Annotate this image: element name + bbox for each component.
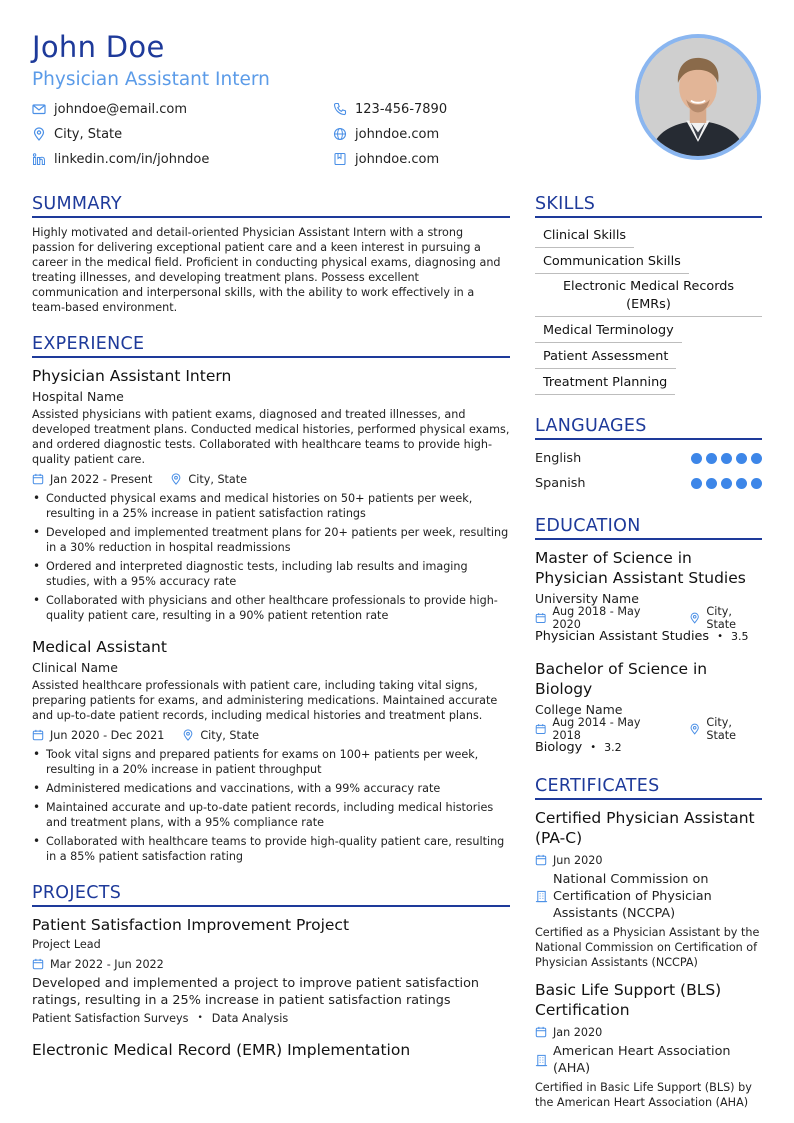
proficiency-dot — [721, 453, 732, 464]
linkedin-text: linkedin.com/in/johndoe — [54, 151, 210, 167]
job-dates: Jun 2020 - Dec 2021 — [50, 728, 165, 742]
school-name: University Name — [535, 591, 639, 606]
languages-heading: LANGUAGES — [535, 415, 762, 440]
proficiency-dots — [687, 478, 762, 489]
contact-linkedin[interactable] — [32, 150, 209, 168]
field-of-study: Biology — [535, 740, 583, 755]
proficiency-dot — [706, 478, 717, 489]
proficiency-dot — [751, 453, 762, 464]
proficiency-dot — [751, 478, 762, 489]
website-text: johndoe.com — [355, 126, 440, 142]
certificate-entry — [535, 808, 762, 970]
field-of-study: Physician Assistant Studies — [535, 629, 710, 644]
contact-portfolio[interactable] — [333, 150, 439, 168]
job-description: Assisted physicians with patient exams, diagnosed and treated illnesses, and developed treatment plans. Conducted medical histories, performed physical exams, and ordered diagnostic tests. Collaborated with healthcare teams to provide high-quality patient care. — [32, 408, 510, 466]
bookmark-icon — [333, 152, 347, 166]
education-meta — [535, 605, 762, 631]
degree-title: Bachelor of Science in Biology — [535, 660, 708, 698]
proficiency-dot — [706, 453, 717, 464]
right-column — [535, 193, 762, 1110]
tag-separator: • — [197, 1013, 203, 1023]
job-location: City, State — [188, 472, 248, 486]
proficiency-dot — [736, 453, 747, 464]
project-dates: Mar 2022 - Jun 2022 — [50, 957, 164, 971]
summary-heading: SUMMARY — [32, 193, 510, 218]
certificate-issuer-row — [535, 871, 762, 922]
certificate-title: Basic Life Support (BLS) Certification — [535, 981, 722, 1019]
experience-entry — [32, 366, 510, 623]
location-pin-icon — [689, 723, 700, 735]
field-gpa — [535, 629, 762, 644]
education-heading: EDUCATION — [535, 515, 762, 540]
skill-tag: Electronic Medical Records (EMRs) — [535, 276, 762, 317]
education-entry — [535, 548, 762, 644]
contact-email[interactable] — [32, 100, 187, 118]
summary-text: Highly motivated and detail-oriented Physician Assistant Intern with a strong passion for delivering exceptional patient care and a keen interest in pursuing a career in the medical field. Proficient in conducting physical exams, diagnosing and treating illnesses, and developing treatment plans. Possess excellent communication and interpersonal skills, with the ability to work effectively in a team-based environment. — [32, 226, 501, 314]
certificate-date-row — [535, 1024, 762, 1040]
skill-tag: Patient Assessment — [535, 346, 676, 369]
project-description: Developed and implemented a project to improve patient satisfaction ratings, resulting in a 25% increase in patient satisfaction ratings — [32, 976, 480, 1008]
person-portrait-icon — [639, 38, 757, 156]
proficiency-dot — [721, 478, 732, 489]
skills-heading: SKILLS — [535, 193, 762, 218]
calendar-icon — [535, 612, 546, 624]
experience-entry — [32, 637, 510, 864]
gpa-value: 3.5 — [730, 630, 749, 643]
proficiency-dot — [691, 478, 702, 489]
job-org: Clinical Name — [32, 660, 118, 675]
list-item: • Developed and implemented treatment plans for 20+ patients per week, resulting in a 30% reduction in hospital readmissions — [32, 525, 510, 555]
experience-heading: EXPERIENCE — [32, 333, 510, 358]
building-icon — [535, 1054, 548, 1067]
certificate-date: Jan 2020 — [553, 1025, 603, 1039]
building-icon — [535, 890, 548, 903]
job-dates: Jan 2022 - Present — [50, 472, 153, 486]
certificate-date-row — [535, 852, 762, 868]
proficiency-dots — [687, 453, 762, 464]
project-tag: Data Analysis — [211, 1012, 289, 1025]
projects-heading: PROJECTS — [32, 882, 510, 907]
school-name: College Name — [535, 702, 623, 717]
location-pin-icon — [32, 127, 46, 141]
education-entry — [535, 659, 762, 755]
calendar-icon — [32, 729, 44, 741]
list-item: • Collaborated with physicians and other healthcare professionals to provide high-quality patient care, resulting in a 90% patient retention rate — [32, 593, 510, 623]
education-location: City, State — [706, 716, 737, 742]
certificate-description: Certified as a Physician Assistant by the National Commission on Certification of Physician Assistants (NCCPA) — [535, 926, 760, 969]
phone-icon — [333, 102, 347, 116]
certificate-title: Certified Physician Assistant (PA-C) — [535, 809, 755, 847]
list-item: • Conducted physical exams and medical histories on 50+ patients per week, resulting in a 25% increase in patient satisfaction ratings — [32, 491, 510, 521]
certificate-issuer-row — [535, 1043, 762, 1077]
list-item: • Took vital signs and prepared patients for exams on 100+ patients per week, resulting in a 20% increase in patient throughput — [32, 747, 510, 777]
project-meta — [32, 956, 510, 972]
project-entry — [32, 915, 510, 1026]
certificate-description: Certified in Basic Life Support (BLS) by the American Heart Association (AHA) — [535, 1081, 752, 1109]
job-meta — [32, 727, 510, 743]
list-item: • Maintained accurate and up-to-date patient records, including medical histories and treatment plans, with a 95% compliance rate — [32, 800, 510, 830]
globe-icon — [333, 127, 347, 141]
skills-list — [535, 224, 762, 395]
calendar-icon — [535, 1026, 547, 1038]
job-meta — [32, 471, 510, 487]
project-title: Patient Satisfaction Improvement Project — [32, 916, 350, 934]
job-role: Medical Assistant — [32, 638, 167, 656]
portfolio-text: johndoe.com — [355, 151, 440, 167]
language-name: Spanish — [535, 476, 586, 491]
education-dates: Aug 2018 - May 2020 — [552, 605, 641, 631]
location-pin-icon — [182, 729, 194, 741]
project-title: Electronic Medical Record (EMR) Implementation — [32, 1041, 411, 1059]
job-role: Physician Assistant Intern — [32, 367, 232, 385]
language-row — [535, 471, 762, 496]
language-name: English — [535, 451, 582, 466]
project-role: Project Lead — [32, 938, 101, 951]
languages-list — [535, 446, 762, 496]
proficiency-dot — [736, 478, 747, 489]
project-tag: Patient Satisfaction Surveys — [32, 1012, 189, 1025]
job-title: Physician Assistant Intern — [32, 69, 270, 90]
certificate-issuer: National Commission on Certification of Physician Assistants (NCCPA) — [553, 872, 712, 921]
profile-photo — [635, 34, 761, 160]
calendar-icon — [535, 854, 547, 866]
contact-website[interactable] — [333, 125, 439, 143]
location-pin-icon — [689, 612, 700, 624]
field-gpa — [535, 740, 762, 755]
list-item: • Ordered and interpreted diagnostic tests, including lab results and imaging studies, with a 95% accuracy rate — [32, 559, 510, 589]
degree-title: Master of Science in Physician Assistant Studies — [535, 549, 746, 587]
job-achievements — [32, 747, 510, 864]
education-meta — [535, 716, 762, 742]
certificate-issuer: American Heart Association (AHA) — [553, 1044, 731, 1076]
job-achievements — [32, 491, 510, 623]
linkedin-icon — [32, 152, 46, 166]
language-row — [535, 446, 762, 471]
certificate-entry — [535, 980, 762, 1110]
skill-tag: Communication Skills — [535, 251, 689, 274]
project-tags — [32, 1011, 510, 1026]
job-description: Assisted healthcare professionals with patient care, including taking vital signs, preparing patients for exams, and administering medications. Maintained accurate and up-to-date patient records, including medical histories and treatment plans. — [32, 679, 498, 722]
separator-dot: • — [717, 631, 723, 642]
certificates-heading: CERTIFICATES — [535, 775, 762, 800]
job-location: City, State — [200, 728, 259, 742]
calendar-icon — [32, 473, 44, 485]
list-item: • Administered medications and vaccinations, with a 99% accuracy rate — [32, 781, 510, 796]
candidate-name: John Doe — [32, 30, 165, 64]
envelope-icon — [32, 102, 46, 116]
education-location: City, State — [706, 605, 737, 631]
skill-tag: Medical Terminology — [535, 320, 682, 343]
email-text: johndoe@email.com — [54, 101, 187, 117]
skill-tag: Clinical Skills — [535, 225, 634, 248]
left-column — [32, 193, 510, 1060]
education-dates: Aug 2014 - May 2018 — [552, 716, 641, 742]
location-text: City, State — [54, 126, 123, 142]
list-item: • Collaborated with healthcare teams to provide high-quality patient care, resulting in a 85% patient satisfaction rating — [32, 834, 510, 864]
calendar-icon — [535, 723, 546, 735]
separator-dot: • — [590, 742, 597, 753]
contact-phone[interactable] — [333, 100, 447, 118]
job-org: Hospital Name — [32, 389, 124, 404]
phone-text: 123-456-7890 — [355, 101, 448, 117]
proficiency-dot — [691, 453, 702, 464]
gpa-value: 3.2 — [604, 741, 622, 754]
calendar-icon — [32, 958, 44, 970]
skill-tag: Treatment Planning — [535, 372, 675, 395]
contact-location — [32, 125, 122, 143]
location-pin-icon — [170, 473, 182, 485]
certificate-date: Jun 2020 — [553, 853, 603, 867]
